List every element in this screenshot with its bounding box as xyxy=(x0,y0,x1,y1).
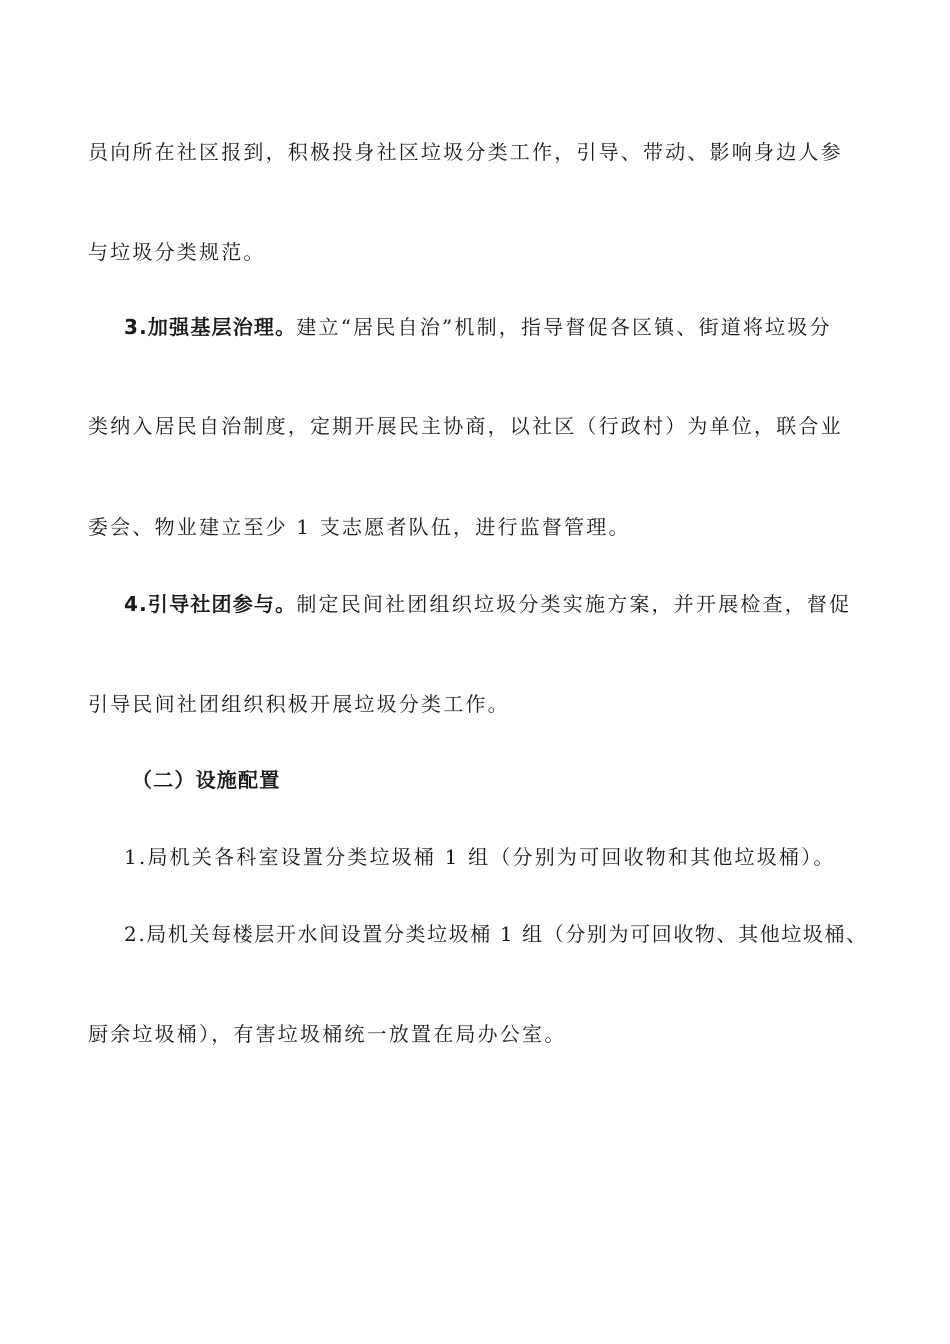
paragraph-line: 与垃圾分类规范。 xyxy=(88,240,266,264)
paragraph-line: 引导民间社团组织积极开展垃圾分类工作。 xyxy=(88,692,510,716)
paragraph-line: 类纳入居民自治制度，定期开展民主协商，以社区（行政村）为单位，联合业 xyxy=(88,414,843,438)
paragraph-line xyxy=(124,313,832,341)
item-heading: 3.加强基层治理。 xyxy=(124,315,297,339)
item-text: 建立“居民自治”机制，指导督促各区镇、街道将垃圾分 xyxy=(296,315,832,339)
paragraph-line: 1.局机关各科室设置分类垃圾桶 1 组（分别为可回收物和其他垃圾桶）。 xyxy=(124,845,836,869)
section-heading: （二）设施配置 xyxy=(132,768,281,792)
item-text: 制定民间社团组织垃圾分类实施方案，并开展检查，督促 xyxy=(296,592,852,616)
paragraph-line: 2.局机关每楼层开水间设置分类垃圾桶 1 组（分别为可回收物、其他垃圾桶、 xyxy=(124,922,868,946)
paragraph-line: 厨余垃圾桶），有害垃圾桶统一放置在局办公室。 xyxy=(88,1022,567,1046)
item-heading: 4.引导社团参与。 xyxy=(124,592,297,616)
paragraph-line xyxy=(124,590,851,618)
paragraph-line: 员向所在社区报到，积极投身社区垃圾分类工作，引导、带动、影响身边人参 xyxy=(88,140,843,164)
paragraph-line: 委会、物业建立至少 1 支志愿者队伍，进行监督管理。 xyxy=(88,515,631,539)
